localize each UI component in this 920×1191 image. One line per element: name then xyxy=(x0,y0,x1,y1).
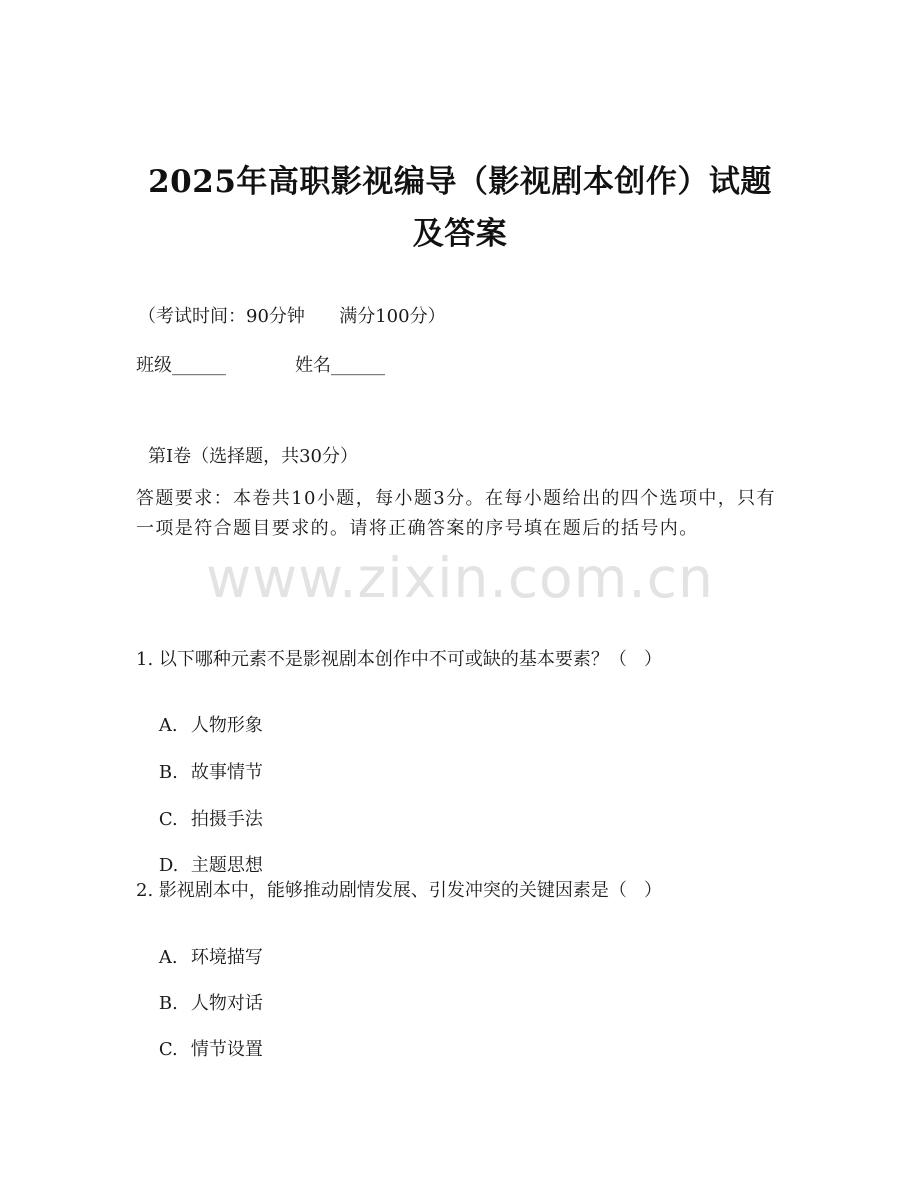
option-letter: C. xyxy=(158,1039,178,1060)
instructions-paragraph: 答题要求：本卷共10小题，每小题3分。在每小题给出的四个选项中，只有一项是符合题目要求的。请将正确答案的序号填在题后的括号内。 xyxy=(136,488,776,539)
option-text: 故事情节 xyxy=(190,762,263,783)
document-title-line-2: 及答案 xyxy=(412,216,508,252)
option-letter: B. xyxy=(158,762,178,783)
option-letter: A. xyxy=(158,947,178,968)
option-text: 拍摄手法 xyxy=(190,809,263,830)
option-text: 主题思想 xyxy=(190,855,263,876)
option-letter: D. xyxy=(158,855,179,876)
option-text: 人物对话 xyxy=(190,993,263,1014)
question-stem: 1. 以下哪种元素不是影视剧本创作中不可或缺的基本要素？（ ） xyxy=(136,649,663,670)
option-letter: B. xyxy=(158,993,178,1014)
option-letter: A. xyxy=(158,715,178,736)
exam-info: （考试时间：90分钟 满分100分） xyxy=(138,306,446,327)
question-stem: 2. 影视剧本中，能够推动剧情发展、引发冲突的关键因素是（ ） xyxy=(136,880,663,901)
option-letter: C. xyxy=(158,809,178,830)
class-field: 班级______ xyxy=(136,355,226,376)
option-text: 人物形象 xyxy=(190,715,263,736)
name-field: 姓名______ xyxy=(295,355,385,376)
watermark: www.zixin.com.cn xyxy=(206,546,714,610)
option-text: 情节设置 xyxy=(190,1039,263,1060)
section-heading: 第I卷（选择题，共30分） xyxy=(148,446,359,467)
document-title-line-1: 2025年高职影视编导（影视剧本创作）试题 xyxy=(148,164,772,200)
option-text: 环境描写 xyxy=(190,947,263,968)
option-c[interactable] xyxy=(136,1014,263,1082)
